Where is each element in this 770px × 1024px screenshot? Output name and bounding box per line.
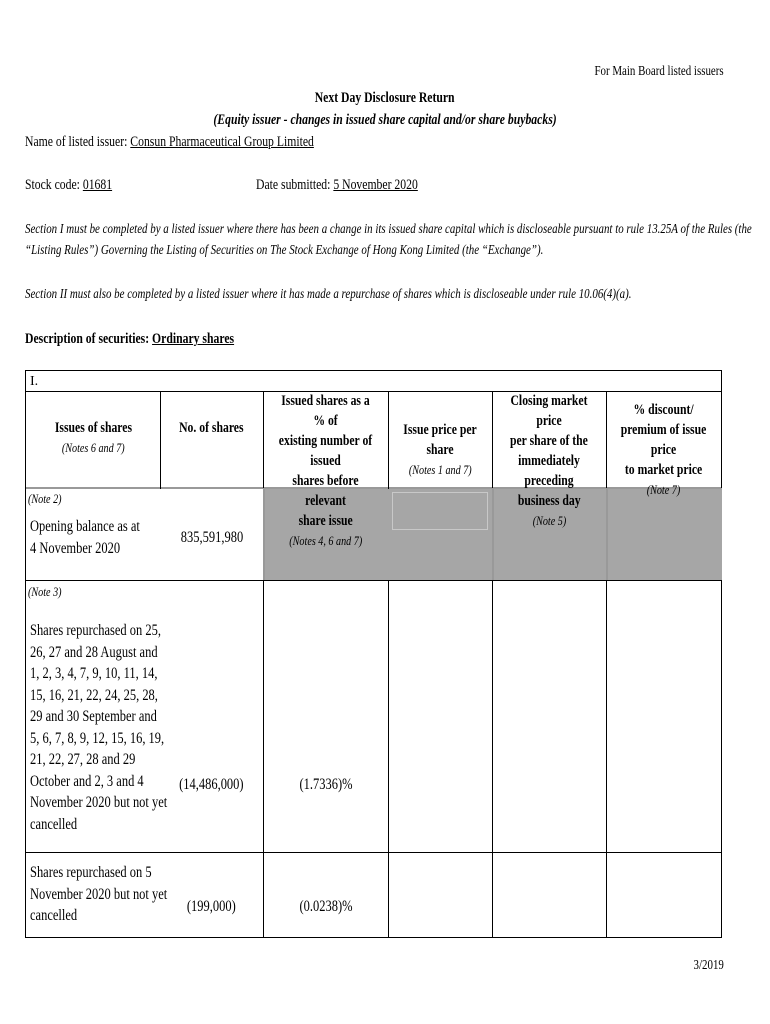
- table-line-v5b: [606, 488, 608, 580]
- col-header-no-shares-title: No. of shares: [179, 420, 244, 436]
- row-repurchase-percent: (1.7336)%: [298, 776, 353, 793]
- col-header-closing-price-line3: immediately preceding: [518, 453, 580, 489]
- page-title: Next Day Disclosure Return: [315, 90, 455, 106]
- table-line-v4c: [492, 580, 493, 938]
- share-capital-table: [25, 370, 722, 938]
- col-header-discount-line3: to market price: [624, 462, 703, 478]
- row-repurchase-desc-line8: October and 2, 3 and 4: [30, 772, 144, 790]
- table-line-v5c: [606, 580, 607, 938]
- date-submitted-label: Date submitted:: [256, 177, 331, 193]
- row-repurchase-desc-line2: 26, 27 and 28 August and: [30, 643, 158, 661]
- row-repurchase-desc-line6: 5, 6, 7, 8, 9, 12, 15, 16, 19,: [30, 729, 165, 747]
- col-header-issues-title: Issues of shares: [54, 420, 132, 436]
- row-repurchase-desc: [30, 620, 206, 835]
- col-header-issues: [26, 418, 160, 458]
- section1-instruction-line1: Section I must be completed by a listed issuer where there has been a change in its issued share capital which is discloseable pursuant to rule 13.25A of the Rules (the: [25, 222, 752, 237]
- col-header-closing-price-line4: business day: [517, 493, 581, 509]
- table-line-v2c: [263, 580, 264, 938]
- row-repurchase-desc-line4: 15, 16, 21, 22, 24, 25, 28,: [30, 686, 158, 704]
- table-line-v3b: [388, 580, 389, 938]
- col-header-closing-price-line1: Closing market price: [510, 393, 588, 429]
- table-line-v1a: [160, 391, 161, 489]
- row-opening-shares: 835,591,980: [180, 529, 243, 546]
- row-repurchase-shares: (14,486,000): [179, 776, 244, 793]
- stock-code-label: Stock code:: [25, 177, 80, 193]
- form-version: 3/2019: [693, 958, 724, 973]
- issuer-name-line: [25, 134, 395, 151]
- stock-code-value: 01681: [82, 177, 113, 193]
- col-header-discount-line2: premium of issue price: [620, 422, 707, 458]
- col-header-closing-price: [492, 391, 606, 531]
- row-opening-desc-line1: Opening balance as at: [30, 518, 140, 535]
- col-header-issued-percent-line2: existing number of issued: [278, 433, 373, 469]
- row-repurchase-desc-line7: 21, 22, 27, 28 and 29: [30, 751, 136, 768]
- col-header-issues-note: (Notes 6 and 7): [61, 440, 125, 455]
- col-header-closing-price-note: (Note 5): [532, 513, 566, 528]
- page-subtitle: (Equity issuer - changes in issued share capital and/or share buybacks): [213, 112, 557, 128]
- col-header-issued-percent-line3: shares before relevant: [292, 473, 359, 509]
- row-repurchase-desc-line10: cancelled: [30, 815, 78, 833]
- col-header-issued-percent: [263, 391, 388, 551]
- table-section-label: I.: [30, 374, 39, 389]
- row-repurchase-desc-line9: November 2020 but not yet: [30, 794, 168, 811]
- col-header-discount: [606, 400, 721, 500]
- col-header-issue-price: [388, 420, 492, 480]
- row-opening-note: (Note 2): [28, 491, 62, 506]
- row-repurchase-5nov-shares: (199,000): [187, 898, 236, 915]
- col-header-issued-percent-note: (Notes 4, 6 and 7): [289, 533, 362, 548]
- row-opening-desc-line2: 4 November 2020: [30, 539, 121, 557]
- date-submitted-value: 5 November 2020: [333, 177, 418, 193]
- col-header-discount-line1: % discount/: [633, 402, 694, 418]
- row-repurchase-note: (Note 3): [28, 584, 62, 599]
- date-submitted-line: [256, 177, 463, 194]
- table-line-h4: [26, 852, 721, 853]
- col-header-discount-note: (Note 7): [646, 482, 681, 497]
- section2-instruction: Section II must also be completed by a listed issuer where it has made a repurchase of shares which is discloseable under rule 10.06(4)(a).: [25, 287, 632, 302]
- securities-description: [25, 331, 293, 348]
- col-header-closing-price-line2: per share of the: [510, 433, 588, 449]
- row-repurchase-desc-line3: 1, 2, 3, 4, 7, 9, 10, 11, 14,: [30, 665, 158, 682]
- col-header-no-shares: [160, 418, 263, 438]
- table-line-h3: [26, 580, 721, 581]
- row-repurchase-5nov-desc: [30, 862, 206, 927]
- section1-instruction-line2: “Listing Rules”) Governing the Listing of Securities on The Stock Exchange of Hong Kong Limited (the “Exchange”).: [25, 243, 544, 258]
- row-repurchase-5nov-percent: (0.0238)%: [298, 898, 353, 915]
- col-header-issue-price-title: Issue price per share: [403, 422, 477, 458]
- row-repurchase-desc-line5: 29 and 30 September and: [30, 708, 157, 725]
- col-header-issued-percent-line1: Issued shares as a % of: [281, 393, 370, 429]
- row-repurchase-5nov-line2: November 2020 but not yet: [30, 885, 168, 903]
- col-header-issue-price-note: (Notes 1 and 7): [408, 462, 472, 477]
- securities-description-value: Ordinary shares: [152, 331, 235, 347]
- stock-code-line: [25, 177, 137, 194]
- row-repurchase-5nov-line3: cancelled: [30, 907, 78, 924]
- col-header-issued-percent-line4: share issue: [298, 513, 353, 529]
- securities-description-label: Description of securities:: [25, 331, 150, 347]
- board-note: For Main Board listed issuers: [594, 64, 724, 79]
- issuer-name-value: Consun Pharmaceutical Group Limited: [130, 134, 314, 150]
- row-repurchase-desc-line1: Shares repurchased on 25,: [30, 622, 162, 639]
- row-opening-desc: [30, 516, 171, 559]
- issuer-name-label: Name of listed issuer:: [25, 134, 128, 150]
- shaded-inner-box: [392, 492, 488, 530]
- row-repurchase-5nov-line1: Shares repurchased on 5: [30, 864, 152, 881]
